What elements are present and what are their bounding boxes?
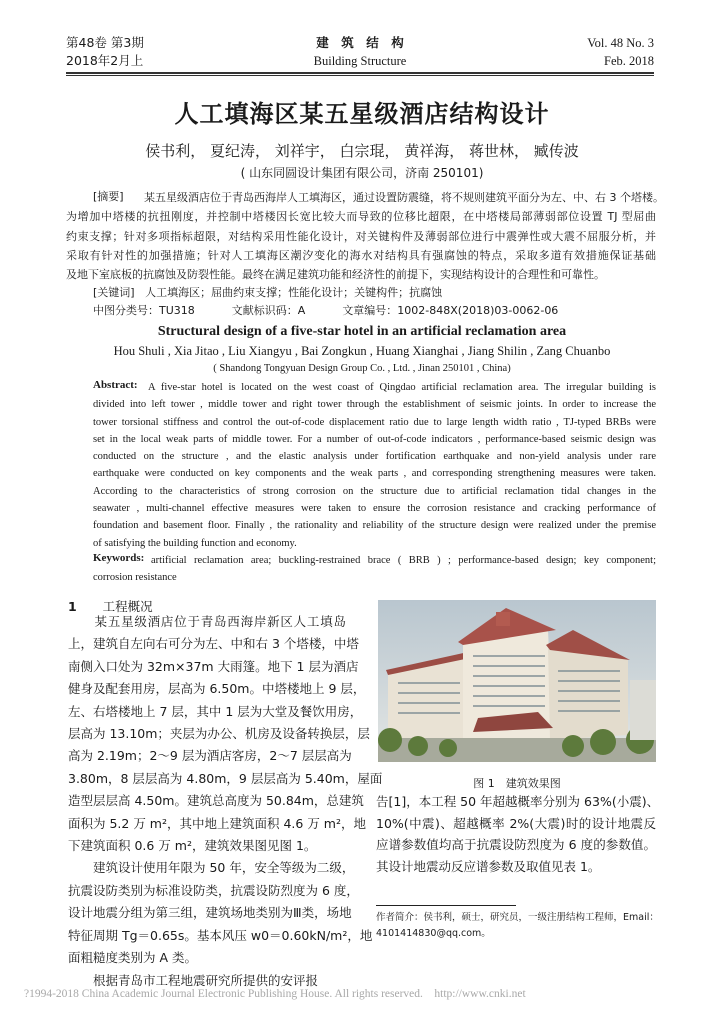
abstract-en: [93, 379, 656, 552]
right-body-line: 其设计地震动反应谱参数及取值见表 1。: [376, 858, 601, 874]
abstract-cn: [66, 188, 664, 284]
abstract-en-line: earthquake were conducted on key components and the weak parts , and corresponding strengthening measures were taken.: [93, 468, 656, 480]
section-body-line: 3.80m，8 层层高为 4.80m，9 层层高为 5.40m，屋面: [68, 770, 383, 786]
header-rule: [66, 72, 654, 74]
author-footnote: [376, 910, 659, 942]
section-title: 工程概况: [102, 599, 153, 614]
article-number: 文章编号：1002-848X(2018)03-0062-06: [342, 304, 559, 317]
keywords-en-line: artificial reclamation area; buckling-restrained brace ( BRB ) ; performance-based design; key component;: [151, 555, 656, 566]
section-body-line: 抗震设防类别为标准设防类，抗震设防烈度为 6 度，: [68, 882, 359, 898]
volume-issue-en: Vol. 48 No. 3: [587, 36, 654, 50]
section-body-line: 左、右塔楼地上 7 层，其中 1 层为大堂及餐饮用房，: [68, 703, 363, 719]
affiliation-cn: ( 山东同圆设计集团有限公司，济南 250101): [240, 166, 484, 180]
section-body-line: 设计地震分组为第三组，建筑场地类别为Ⅲ类，场地: [68, 905, 352, 921]
abstract-en-line: foundation and basement floor. Finally , the rationality and reliability of the structure design were realized under the premise: [93, 520, 656, 532]
copyright-footer: ?1994-2018 China Academic Journal Electronic Publishing House. All rights reserved. http://www.cnki.net: [24, 988, 526, 1000]
hotel-rendering-image: [378, 600, 656, 762]
journal-name-cn: 建 筑 结 构: [316, 35, 404, 50]
abstract-en-line: divided into left tower , middle tower and right tower through the establishment of seismic joints. In order to increase the: [93, 399, 656, 411]
classification-info: [93, 302, 558, 318]
date-cn: 2018年2月上: [66, 53, 144, 68]
keywords-en-label: Keywords:: [93, 552, 145, 564]
abstract-en-line: set in the local weak parts of middle tower. For a number of out-of-code indicators , performance-based seismic design was: [93, 433, 656, 445]
abstract-en-line: According to the characteristics of strong corrosion on the structure due to artificial reclamation tidal changes in the: [93, 485, 656, 497]
journal-name: [260, 34, 460, 70]
section-body-line: 下建筑面积 0.6 万 m²，建筑效果图见图 1。: [68, 838, 317, 854]
abstract-cn-line: 某五星级酒店位于青岛西海岸人工填海区，通过设置防震缝，将不规则建筑平面分为左、中、右 3 个塔楼。: [144, 191, 664, 204]
section-body-line: 面粗糙度类别为 A 类。: [68, 950, 197, 966]
section-body-line: 层高为 13.10m；夹层为办公、机房及设备转换层，层: [68, 726, 370, 742]
section-body-line: 特征周期 Tg＝0.65s。基本风压 w0＝0.60kN/m²，地: [68, 927, 373, 943]
section-number: 1: [68, 599, 77, 614]
section-body-line: 造型层层高 4.50m。建筑总高度为 50.84m，总建筑: [68, 793, 364, 809]
section-body-line: 面积为 5.2 万 m²，其中地上建筑面积 4.6 万 m²，地: [68, 815, 366, 831]
abstract-cn-line: 约束支撑；针对多项指标超限，对结构采用性能化设计，对关键构件及薄弱部位进行中震弹性或大震不屈服分析，并: [66, 229, 656, 243]
section-body-line: 建筑设计使用年限为 50 年，安全等级为二级，: [68, 860, 355, 876]
keywords-en: [93, 552, 656, 587]
abstract-en-line: seawater , multi-channel effective measures were taken to ensure the corrosion resistance and cracking performance of: [93, 503, 656, 515]
right-column-body: [376, 791, 660, 877]
keywords-cn-label: [关键词]: [93, 286, 135, 299]
right-body-line: 告[1]，本工程 50 年超越概率分别为 63%(小震)、: [376, 794, 660, 809]
figure-caption: 图 1 建筑效果图: [473, 777, 561, 790]
date-en: Feb. 2018: [604, 54, 654, 68]
abstract-cn-line: 为增加中塔楼的抗扭刚度，并控制中塔楼因长宽比较大而导致的位移比超限，在中塔楼局部薄弱部位设置 TJ 型屈曲: [66, 210, 656, 224]
abstract-en-line: conducted on the structure , and the elastic analysis under fortification earthquake and non-yield analysis under rare: [93, 451, 656, 463]
right-body-line: 10%(中震)、超越概率 2%(大震)时的设计地震反: [376, 815, 656, 831]
section-body-line: 健身及配套用房，层高为 6.50m。中塔楼地上 9 层，: [68, 681, 366, 697]
section-body-line: 高为 2.19m；2～9 层为酒店客房，2～7 层层高为: [68, 748, 352, 764]
section-body: [68, 611, 383, 992]
journal-issue: [66, 34, 144, 70]
abstract-en-line: of satisfying the building function and economy.: [93, 537, 297, 549]
journal-issue-en: [587, 34, 654, 70]
keywords-en-line: corrosion resistance: [93, 572, 177, 584]
abstract-en-line: A five-star hotel is located on the west coast of Qingdao artificial reclamation area. The irregular building is: [148, 382, 656, 393]
section-body-line: 根据青岛市工程地震研究所提供的安评报: [68, 972, 319, 988]
footnote-line: 4101414830@qq.com。: [376, 928, 491, 939]
clc-number: 中图分类号：TU318: [93, 304, 195, 317]
paper-title: 人工填海区某五星级酒店结构设计: [174, 100, 550, 128]
abstract-cn-line: 及地下室底板的抗腐蚀及防裂性能。最终在满足建筑功能和经济性的前提下，实现结构设计的合理性和可靠性。: [66, 268, 605, 282]
footnote-rule: [376, 905, 516, 906]
right-body-line: 应谱参数值均高于抗震设防烈度为 6 度的参数值。: [376, 837, 656, 852]
section-body-line: 某五星级酒店位于青岛西海岸新区人工填岛: [68, 614, 346, 629]
document-code: 文献标识码：A: [231, 304, 306, 317]
authors-en: Hou Shuli , Xia Jitao , Liu Xiangyu , Bai Zongkun , Huang Xianghai , Jiang Shilin , Zang Chuanbo: [113, 344, 611, 358]
abstract-cn-label: [摘要]: [93, 190, 124, 203]
section-body-line: 南侧入口处为 32m×37m 大雨篷。地下 1 层为酒店: [68, 658, 359, 674]
journal-name-en: Building Structure: [313, 54, 407, 68]
keywords-cn: [93, 284, 442, 300]
header-rule-thin: [66, 75, 654, 76]
paper-title-en: Structural design of a five-star hotel in an artificial reclamation area: [157, 324, 567, 339]
footnote-line: 作者简介：侯书利，硕士，研究员，一级注册结构工程师，Email：: [376, 912, 659, 923]
figure-building-rendering: [378, 600, 656, 762]
section-body-line: 上，建筑自左向右可分为左、中和右 3 个塔楼，中塔: [68, 636, 359, 652]
abstract-en-line: tower torsional stiffness and control the out-of-code displacement ratio due to large length width ratio , TJ-typed BRBs were: [93, 416, 656, 428]
abstract-en-label: Abstract:: [93, 379, 138, 391]
keywords-cn-text: 人工填海区；屈曲约束支撑；性能化设计；关键构件；抗腐蚀: [145, 286, 443, 299]
volume-issue-cn: 第48卷 第3期: [66, 35, 144, 50]
authors-cn: 侯书利， 夏纪涛， 刘祥宇， 白宗琨， 黄祥海， 蒋世林， 臧传波: [145, 142, 579, 160]
abstract-cn-line: 采取有针对性的加强措施；针对人工填海区潮汐变化的海水对结构具有强腐蚀的特点，采取多道有效措施保证基础: [66, 248, 656, 262]
affiliation-en: ( Shandong Tongyuan Design Group Co. , Ltd. , Jinan 250101 , China): [213, 363, 511, 374]
